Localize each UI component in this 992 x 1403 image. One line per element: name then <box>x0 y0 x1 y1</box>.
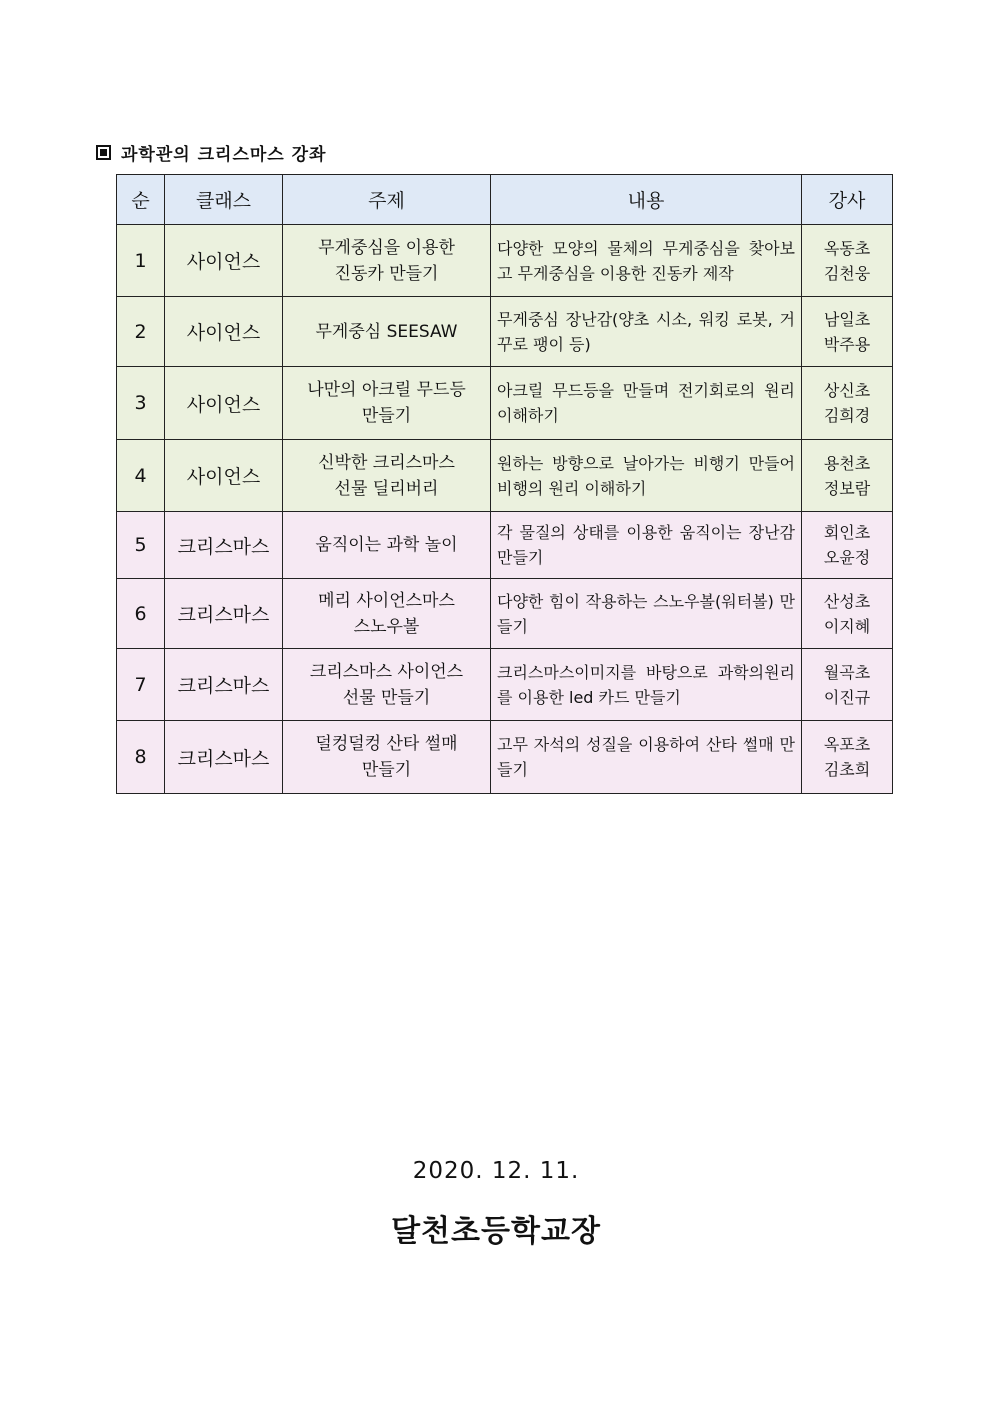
row-class: 사이언스 <box>165 225 283 297</box>
topic-line: 스노우볼 <box>353 616 420 637</box>
teacher-name: 박주용 <box>823 334 871 354</box>
row-class: 사이언스 <box>165 297 283 367</box>
row-teacher <box>802 440 893 512</box>
section-heading <box>96 140 326 165</box>
row-teacher <box>802 297 893 367</box>
row-class: 크리스마스 <box>165 721 283 794</box>
header-topic: 주제 <box>283 175 491 225</box>
teacher-name: 정보람 <box>823 478 871 498</box>
row-content: 크리스마스이미지를 바탕으로 과학의원리를 이용한 led 카드 만들기 <box>491 649 802 721</box>
table-header-row <box>117 175 893 225</box>
row-number: 6 <box>117 579 165 649</box>
teacher-name: 김희경 <box>823 406 871 425</box>
row-topic <box>283 225 491 297</box>
teacher-name: 이지혜 <box>823 616 871 636</box>
teacher-school: 용천초 <box>823 453 871 473</box>
row-class: 크리스마스 <box>165 512 283 579</box>
topic-line: 나만의 아크릴 무드등 <box>307 380 466 400</box>
table-row <box>117 579 893 649</box>
topic-line: 만들기 <box>361 406 412 426</box>
row-teacher <box>802 721 893 794</box>
teacher-school: 옥동초 <box>823 238 871 258</box>
row-class: 사이언스 <box>165 367 283 440</box>
teacher-school: 상신초 <box>823 381 871 400</box>
header-teacher: 강사 <box>802 175 893 225</box>
topic-line: 크리스마스 사이언스 <box>309 661 464 682</box>
signer-title: 달천초등학교장 <box>391 1214 601 1249</box>
row-number: 8 <box>117 721 165 794</box>
lecture-table <box>116 174 893 794</box>
table-row <box>117 225 893 297</box>
row-content: 각 물질의 상태를 이용한 움직이는 장난감 만들기 <box>491 512 802 579</box>
section-title: 과학관의 크리스마스 강좌 <box>121 145 327 165</box>
row-number: 1 <box>117 225 165 297</box>
row-content: 다양한 모양의 물체의 무게중심을 찾아보고 무게중심을 이용한 진동카 제작 <box>491 225 802 297</box>
row-number: 4 <box>117 440 165 512</box>
row-topic <box>283 440 491 512</box>
header-class: 클래스 <box>165 175 283 225</box>
teacher-school: 회인초 <box>823 523 871 542</box>
teacher-school: 월곡초 <box>823 662 871 682</box>
row-topic <box>283 297 491 367</box>
row-topic <box>283 649 491 721</box>
topic-line: 덜컹덜컹 산타 썰매 <box>315 734 458 754</box>
row-teacher <box>802 512 893 579</box>
header-content: 내용 <box>491 175 802 225</box>
row-topic <box>283 367 491 440</box>
row-teacher <box>802 225 893 297</box>
table-row <box>117 649 893 721</box>
table-row <box>117 440 893 512</box>
teacher-school: 남일초 <box>823 309 871 329</box>
topic-line: 선물 딜리버리 <box>334 478 439 499</box>
table-row <box>117 512 893 579</box>
teacher-name: 김초희 <box>823 760 871 779</box>
row-teacher <box>802 579 893 649</box>
topic-line: 선물 만들기 <box>342 687 431 708</box>
teacher-name: 이진규 <box>823 687 871 707</box>
topic-line: 진동카 만들기 <box>334 263 439 284</box>
table-row <box>117 297 893 367</box>
row-topic <box>283 721 491 794</box>
teacher-school: 옥포초 <box>823 735 871 754</box>
filled-square-icon <box>96 145 111 160</box>
row-content: 원하는 방향으로 날아가는 비행기 만들어 비행의 원리 이해하기 <box>491 440 802 512</box>
row-content: 다양한 힘이 작용하는 스노우볼(워터볼) 만들기 <box>491 579 802 649</box>
topic-line: 만들기 <box>361 760 412 780</box>
topic-line: 무게중심 SEESAW <box>315 321 458 342</box>
row-topic <box>283 579 491 649</box>
table-row <box>117 721 893 794</box>
row-number: 3 <box>117 367 165 440</box>
row-content: 아크릴 무드등을 만들며 전기회로의 원리 이해하기 <box>491 367 802 440</box>
table-row <box>117 367 893 440</box>
teacher-name: 오윤정 <box>823 548 871 567</box>
row-content: 고무 자석의 성질을 이용하여 산타 썰매 만들기 <box>491 721 802 794</box>
row-class: 크리스마스 <box>165 579 283 649</box>
row-teacher <box>802 367 893 440</box>
teacher-school: 산성초 <box>823 591 871 611</box>
row-number: 7 <box>117 649 165 721</box>
header-no: 순 <box>117 175 165 225</box>
row-class: 크리스마스 <box>165 649 283 721</box>
row-number: 2 <box>117 297 165 367</box>
topic-line: 메리 사이언스마스 <box>318 590 455 611</box>
row-class: 사이언스 <box>165 440 283 512</box>
document-date: 2020. 12. 11. <box>412 1158 580 1184</box>
row-content: 무게중심 장난감(양초 시소, 워킹 로봇, 거꾸로 팽이 등) <box>491 297 802 367</box>
row-teacher <box>802 649 893 721</box>
row-number: 5 <box>117 512 165 579</box>
teacher-name: 김천웅 <box>823 263 871 283</box>
row-topic <box>283 512 491 579</box>
topic-line: 신박한 크리스마스 <box>318 452 455 473</box>
topic-line: 움직이는 과학 놀이 <box>315 535 458 555</box>
topic-line: 무게중심을 이용한 <box>318 237 455 258</box>
